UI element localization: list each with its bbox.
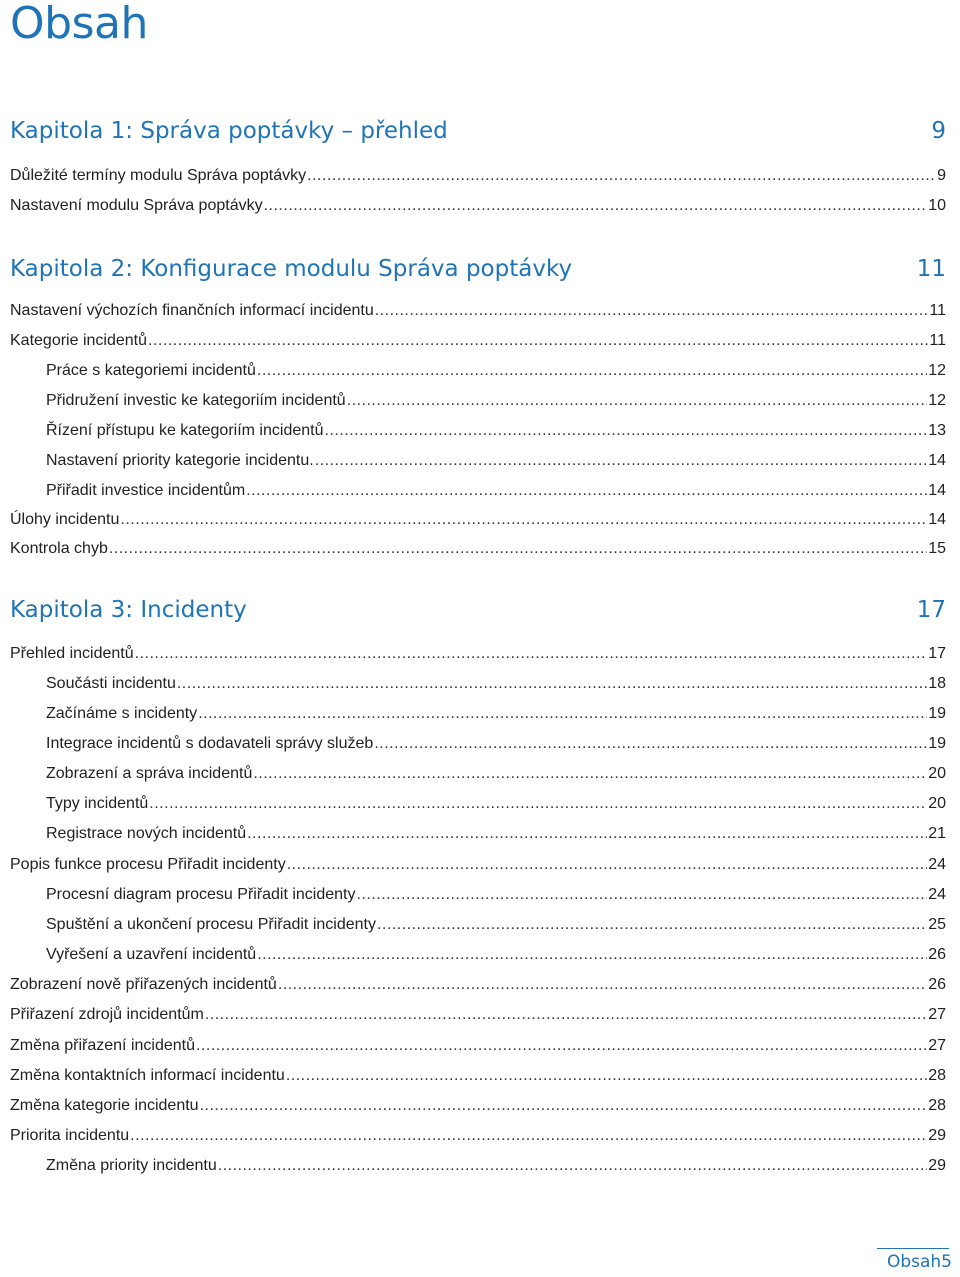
dot-leader bbox=[109, 540, 927, 558]
page-title: Obsah bbox=[10, 0, 148, 49]
toc-entry-label: Popis funkce procesu Přiřadit incidenty bbox=[10, 856, 286, 873]
dot-leader bbox=[257, 362, 927, 380]
dot-leader bbox=[148, 332, 928, 350]
toc-entry-label: Přidružení investic ke kategoriím incidentů bbox=[46, 392, 346, 409]
toc-entry-label: Nastavení priority kategorie incidentu. bbox=[46, 452, 314, 469]
dot-leader bbox=[375, 302, 929, 320]
dot-leader bbox=[324, 422, 927, 440]
toc-entry-page-number: 24 bbox=[928, 856, 946, 873]
toc-entry-page-number: 20 bbox=[928, 765, 946, 782]
dot-leader bbox=[130, 1127, 927, 1145]
toc-entry-page-number: 26 bbox=[928, 946, 946, 963]
toc-entry-page-number: 24 bbox=[928, 886, 946, 903]
footer-rule bbox=[877, 1248, 949, 1249]
toc-entry-label: Řízení přístupu ke kategoriím incidentů bbox=[46, 422, 324, 439]
toc-entry[interactable] bbox=[10, 332, 946, 350]
toc-entry-page-number: 28 bbox=[928, 1067, 946, 1084]
dot-leader bbox=[247, 825, 927, 843]
toc-entry-page-number: 12 bbox=[928, 392, 946, 409]
toc-entry-page-number: 20 bbox=[928, 795, 946, 812]
toc-entry-page-number: 11 bbox=[929, 332, 946, 349]
toc-entry-page-number: 9 bbox=[937, 167, 946, 184]
dot-leader bbox=[198, 705, 927, 723]
toc-entry[interactable] bbox=[10, 1067, 946, 1085]
toc-entry[interactable] bbox=[46, 765, 946, 783]
toc-entry-label: Typy incidentů bbox=[46, 795, 149, 812]
toc-entry[interactable] bbox=[46, 422, 946, 440]
toc-entry-page-number: 13 bbox=[928, 422, 946, 439]
toc-entry-label: Přehled incidentů bbox=[10, 645, 134, 662]
toc-entry-page-number: 10 bbox=[928, 197, 946, 214]
toc-entry[interactable] bbox=[10, 167, 946, 185]
dot-leader bbox=[307, 167, 936, 185]
toc-entry[interactable] bbox=[10, 976, 946, 994]
toc-entry-page-number: 19 bbox=[928, 735, 946, 752]
toc-entry-label: Nastavení modulu Správa poptávky bbox=[10, 197, 263, 214]
dot-leader bbox=[205, 1006, 927, 1024]
chapter-title: Kapitola 2: Konfigurace modulu Správa poptávky bbox=[10, 256, 573, 282]
dot-leader bbox=[149, 795, 927, 813]
toc-entry-page-number: 11 bbox=[929, 302, 946, 319]
toc-entry-page-number: 18 bbox=[928, 675, 946, 692]
toc-entry-page-number: 25 bbox=[928, 916, 946, 933]
toc-entry-label: Procesní diagram procesu Přiřadit incidenty bbox=[46, 886, 356, 903]
toc-entry-page-number: 28 bbox=[928, 1097, 946, 1114]
toc-entry-label: Důležité termíny modulu Správa poptávky bbox=[10, 167, 307, 184]
footer-page-label: Obsah5 bbox=[886, 1252, 952, 1272]
toc-entry-page-number: 29 bbox=[928, 1157, 946, 1174]
toc-entry-page-number: 14 bbox=[928, 482, 946, 499]
dot-leader bbox=[177, 675, 927, 693]
toc-entry[interactable] bbox=[46, 675, 946, 693]
toc-chapter-heading[interactable] bbox=[10, 118, 946, 144]
toc-entry-label: Úlohy incidentu bbox=[10, 511, 120, 528]
toc-entry[interactable] bbox=[46, 705, 946, 723]
chapter-title: Kapitola 1: Správa poptávky – přehled bbox=[10, 118, 448, 144]
toc-entry-page-number: 14 bbox=[928, 452, 946, 469]
toc-entry[interactable] bbox=[46, 452, 946, 470]
toc-entry-label: Integrace incidentů s dodavateli správy služeb bbox=[46, 735, 374, 752]
toc-entry-page-number: 17 bbox=[928, 645, 946, 662]
toc-entry[interactable] bbox=[46, 1157, 946, 1175]
dot-leader bbox=[218, 1157, 927, 1175]
toc-entry-label: Spuštění a ukončení procesu Přiřadit incidenty bbox=[46, 916, 376, 933]
toc-entry-page-number: 27 bbox=[928, 1006, 946, 1023]
toc-entry-label: Přiřadit investice incidentům bbox=[46, 482, 246, 499]
toc-entry-label: Nastavení výchozích finančních informací incidentu bbox=[10, 302, 374, 319]
dot-leader bbox=[278, 976, 927, 994]
chapter-page-number: 9 bbox=[931, 118, 946, 144]
toc-entry[interactable] bbox=[46, 946, 946, 964]
toc-entry[interactable] bbox=[10, 511, 946, 529]
toc-entry[interactable] bbox=[10, 540, 946, 558]
toc-entry-label: Změna kontaktních informací incidentu bbox=[10, 1067, 285, 1084]
toc-entry[interactable] bbox=[10, 197, 946, 215]
chapter-page-number: 11 bbox=[916, 256, 946, 282]
chapter-title: Kapitola 3: Incidenty bbox=[10, 597, 247, 623]
dot-leader bbox=[374, 735, 927, 753]
toc-entry[interactable] bbox=[10, 645, 946, 663]
toc-entry[interactable] bbox=[10, 1006, 946, 1024]
dot-leader bbox=[257, 946, 927, 964]
toc-entry[interactable] bbox=[46, 362, 946, 380]
dot-leader bbox=[377, 916, 927, 934]
toc-entry[interactable] bbox=[46, 735, 946, 753]
toc-entry-label: Vyřešení a uzavření incidentů bbox=[46, 946, 257, 963]
toc-entry[interactable] bbox=[10, 1037, 946, 1055]
toc-entry-label: Změna kategorie incidentu bbox=[10, 1097, 199, 1114]
toc-entry-label: Začínáme s incidenty bbox=[46, 705, 198, 722]
toc-entry[interactable] bbox=[46, 825, 946, 843]
toc-entry[interactable] bbox=[46, 916, 946, 934]
toc-entry-label: Kategorie incidentů bbox=[10, 332, 147, 349]
dot-leader bbox=[246, 482, 927, 500]
dot-leader bbox=[196, 1037, 927, 1055]
dot-leader bbox=[356, 886, 927, 904]
toc-entry[interactable] bbox=[46, 392, 946, 410]
toc-entry-label: Registrace nových incidentů bbox=[46, 825, 247, 842]
toc-entry-page-number: 26 bbox=[928, 976, 946, 993]
dot-leader bbox=[200, 1097, 928, 1115]
toc-entry-label: Přiřazení zdrojů incidentům bbox=[10, 1006, 204, 1023]
toc-chapter-heading[interactable] bbox=[10, 597, 946, 623]
toc-entry-label: Zobrazení nově přiřazených incidentů bbox=[10, 976, 277, 993]
toc-entry-page-number: 19 bbox=[928, 705, 946, 722]
chapter-page-number: 17 bbox=[916, 597, 946, 623]
toc-entry[interactable] bbox=[46, 886, 946, 904]
toc-entry-label: Změna přiřazení incidentů bbox=[10, 1037, 195, 1054]
toc-chapter-heading[interactable] bbox=[10, 256, 946, 282]
toc-entry-page-number: 27 bbox=[928, 1037, 946, 1054]
toc-entry-label: Změna priority incidentu bbox=[46, 1157, 217, 1174]
dot-leader bbox=[264, 197, 928, 215]
dot-leader bbox=[315, 452, 928, 470]
dot-leader bbox=[347, 392, 928, 410]
toc-entry-page-number: 14 bbox=[928, 511, 946, 528]
toc-entry[interactable] bbox=[10, 856, 946, 874]
toc-entry-label: Zobrazení a správa incidentů bbox=[46, 765, 253, 782]
toc-entry[interactable] bbox=[10, 302, 946, 320]
toc-entry-label: Priorita incidentu bbox=[10, 1127, 130, 1144]
dot-leader bbox=[253, 765, 927, 783]
toc-entry[interactable] bbox=[46, 795, 946, 813]
toc-entry-label: Součásti incidentu bbox=[46, 675, 176, 692]
toc-entry-page-number: 15 bbox=[928, 540, 946, 557]
toc-entry-page-number: 21 bbox=[928, 825, 946, 842]
toc-entry-label: Práce s kategoriemi incidentů bbox=[46, 362, 256, 379]
toc-entry[interactable] bbox=[46, 482, 946, 500]
toc-entry-page-number: 12 bbox=[928, 362, 946, 379]
dot-leader bbox=[287, 856, 928, 874]
toc-entry-page-number: 29 bbox=[928, 1127, 946, 1144]
dot-leader bbox=[120, 511, 927, 529]
toc-entry[interactable] bbox=[10, 1097, 946, 1115]
dot-leader bbox=[135, 645, 928, 663]
toc-entry-label: Kontrola chyb bbox=[10, 540, 108, 557]
toc-entry[interactable] bbox=[10, 1127, 946, 1145]
dot-leader bbox=[286, 1067, 927, 1085]
